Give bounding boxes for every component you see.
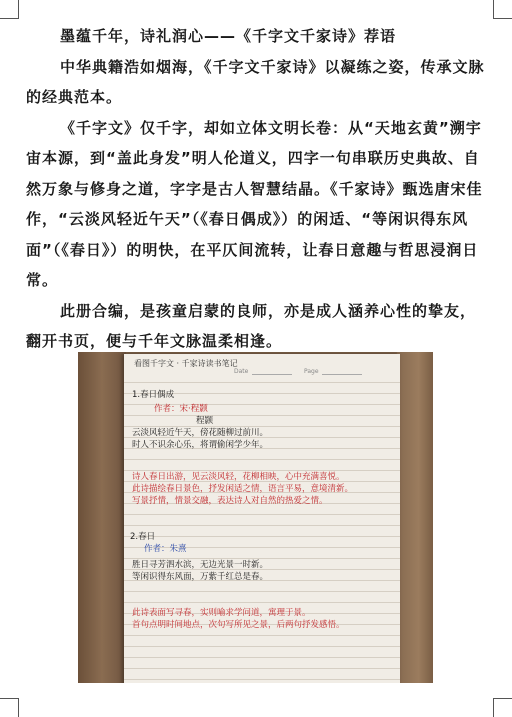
paragraph-intro: 中华典籍浩如烟海，《千字文千家诗》以凝练之姿，传承文脉的经典范本。 xyxy=(26,57,485,106)
notebook-rule-line xyxy=(124,382,400,383)
paragraph-closing: 此册合编，是孩童启蒙的良师，亦是成人涵养心性的挚友，翻开书页，便与千年文脉温柔相逢。 xyxy=(26,301,477,350)
handwritten-line: 此诗表面写寻春，实则喻求学问道，寓理于景。 xyxy=(132,608,311,618)
notebook-rule-line xyxy=(124,459,400,460)
handwritten-line: 此诗描绘春日景色，抒发闲适之情，语言平易，意境清新。 xyxy=(132,484,354,494)
handwritten-line: 程颢 xyxy=(196,416,214,426)
handwritten-line: 2.春日 xyxy=(130,532,156,542)
notebook-page xyxy=(124,354,400,683)
notebook-rule-line xyxy=(124,591,400,592)
notebook-date-line xyxy=(252,374,292,375)
notebook-rule-line xyxy=(124,668,400,669)
crop-mark-top-left xyxy=(0,0,19,19)
notebook-rule-line xyxy=(124,679,400,680)
notebook-header: 看图千字文 · 千家诗读书笔记 xyxy=(134,359,238,368)
crop-mark-bottom-left xyxy=(0,698,19,717)
crop-mark-top-right xyxy=(493,0,512,19)
handwritten-line: 云淡风轻近午天，傍花随柳过前川。 xyxy=(132,428,269,438)
notebook-page-label: Page xyxy=(304,368,319,375)
handwritten-line: 写景抒情，情景交融，表达诗人对自然的热爱之情。 xyxy=(132,496,328,506)
notebook-rule-line xyxy=(124,657,400,658)
handwritten-line: 诗人春日出游，见云淡风轻，花柳相映，心中充满喜悦。 xyxy=(132,472,345,482)
paragraph-body: 《千字文》仅千字，却如立体文明长卷：从“天地玄黄”溯宇宙本源，到“盖此身发”明人伦道义，四字一句串联历史典故、自然万象与修身之道，字字是古人智慧结晶。《千家诗》甄选唐宋佳作，“云淡风轻近午天”（《春日偶成》）的闲适、“等闲识得东风面”（《春日》）的明快，在平仄间流转，让春日意趣与哲思浸润日常。 xyxy=(26,118,483,289)
handwritten-line: 胜日寻芳泗水滨，无边光景一时新。 xyxy=(132,560,269,570)
notebook-rule-line xyxy=(124,536,400,537)
handwritten-line: 作者：朱熹 xyxy=(144,544,187,554)
notebook-rule-line xyxy=(124,602,400,603)
notebook-rule-line xyxy=(124,525,400,526)
notebook-rule-line xyxy=(124,646,400,647)
notebook-rule-line xyxy=(124,415,400,416)
handwritten-line: 时人不识余心乐，将谓偷闲学少年。 xyxy=(132,440,269,450)
wood-background-left xyxy=(78,352,126,683)
notebook-rule-line xyxy=(124,635,400,636)
notebook-page-line xyxy=(322,374,362,375)
recommendation-text xyxy=(26,21,490,357)
notebook-rule-line xyxy=(124,470,400,471)
handwritten-line: 作者：宋·程颢 xyxy=(154,404,208,414)
crop-mark-bottom-right xyxy=(493,698,512,717)
notebook-photo xyxy=(78,352,433,683)
handwritten-line: 等闲识得东风面，万紫千红总是春。 xyxy=(132,572,269,582)
wood-background-right xyxy=(397,352,433,683)
notebook-rule-line xyxy=(124,514,400,515)
notebook-rule-line xyxy=(124,426,400,427)
notebook-date-label: Date xyxy=(234,368,249,375)
handwritten-line: 1.春日偶成 xyxy=(132,390,175,400)
handwritten-line: 首句点明时间地点，次句写所见之景，后两句抒发感悟。 xyxy=(132,620,345,630)
notebook-rule-line xyxy=(124,558,400,559)
document-title: 墨蕴千年，诗礼润心——《千字文千家诗》荐语 xyxy=(60,27,397,45)
